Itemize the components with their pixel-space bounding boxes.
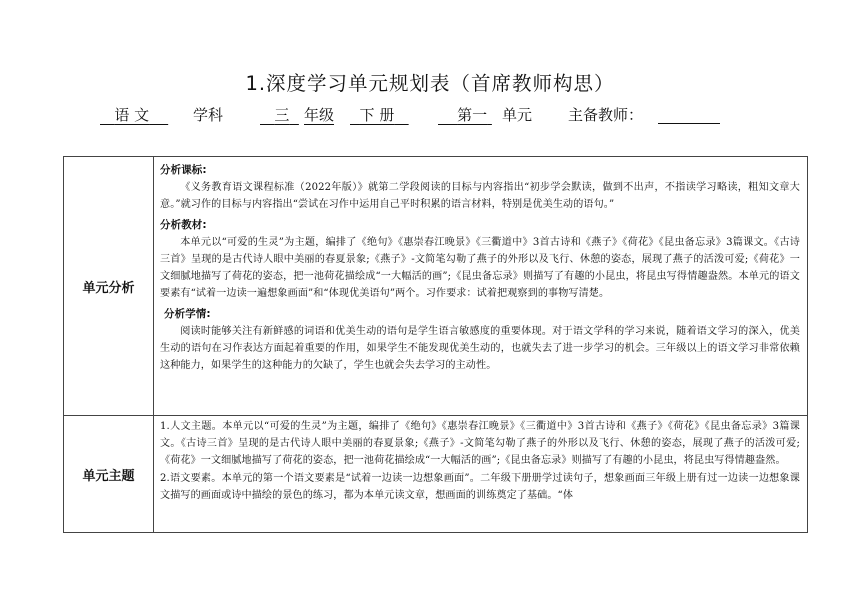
student-heading: 分析学情: — [164, 307, 211, 320]
unit-suffix: 单元 — [502, 106, 533, 124]
unit-theme-content — [154, 416, 808, 533]
teacher-blank — [658, 104, 720, 124]
subject-field — [100, 104, 190, 125]
subject-suffix: 学科 — [193, 106, 224, 124]
unit-analysis-content — [154, 157, 808, 416]
grade-field — [260, 104, 299, 125]
header-info-line — [100, 104, 740, 126]
grade-suffix: 年级 — [304, 106, 335, 124]
theme-item-language: 2.语文要素。本单元的第一个语文要素是“试着一边读一边想象画面”。二年级下册册学过读句子，想象画面三年级上册有过一边读一边想象课文描写的画面或诗中描绘的景色的练习，都为本单元读文章，想画面的训练奠定了基础。“体 — [160, 472, 800, 501]
unit-field — [438, 104, 492, 125]
grade-value: 三 — [274, 106, 290, 124]
textbook-heading: 分析教材: — [160, 218, 207, 231]
term-value: 下 册 — [359, 106, 395, 124]
term-field — [350, 104, 409, 125]
table-row — [64, 416, 808, 533]
unit-theme-label: 单元主题 — [64, 416, 154, 533]
unit-plan-table — [63, 156, 808, 533]
theme-item-humanistic: 1.人文主题。本单元以“可爱的生灵”为主题，编排了《绝句》《惠崇春江晚景》《三衢道中》3首古诗和《燕子》《荷花》《昆虫备忘录》3篇课文。《古诗三首》呈现的是古代诗人眼中美丽的春夏景象;《燕子》-文简笔勾勒了燕子的外形以及飞行、休憩的姿态，展现了燕子的活泼可爱;《荷花》一文细腻地描写了荷花的姿态，把一池荷花描绘成“一大幅活的画”;《昆虫备忘录》则描写了有趣的小昆虫，将昆虫写得情趣盎然。 — [160, 421, 800, 467]
teacher-label: 主备教师： — [568, 106, 644, 124]
table-row — [64, 157, 808, 416]
unit-analysis-label: 单元分析 — [64, 157, 154, 416]
document-title: 1.深度学习单元规划表（首席教师构思） — [245, 72, 615, 95]
unit-value: 第一 — [457, 106, 488, 124]
standard-heading: 分析课标: — [160, 164, 207, 176]
subject-value: 语 文 — [114, 106, 150, 124]
student-text: 阅读时能够关注有新鲜感的词语和优美生动的语句是学生语言敏感度的重要体现。对于语文学科的学习来说，随着语文学习的深入，优美生动的语句在习作表达方面起着重要的作用，如果学生不能发现优美生动的，也就失去了进一步学习的机会。三年级以上的语文学习非常依赖这种能力，如果学生的这种能力的欠缺了，学生也就会失去学习的主动性。 — [160, 325, 800, 372]
textbook-text: 本单元以“可爱的生灵”为主题，编排了《绝句》《惠崇春江晚景》《三衢道中》3首古诗和《燕子》《荷花》《昆虫备忘录》3篇课文。《古诗三首》呈现的是古代诗人眼中美丽的春夏景象;《燕子》-文简笔勾勒了燕子的外形以及飞行、休憩的姿态，展现了燕子的活泼可爱;《荷花》一文细腻地描写了荷花的姿态，把一池荷花描绘成“一大幅活的画”;《昆虫备忘录》则描写了有趣的小昆虫，将昆虫写得情趣盎然。本单元的语文要素有“试着一边读一遍想象画面”和“体现优美语句”两个。习作要求：试着把观察到的事物写清楚。 — [160, 236, 800, 300]
standard-text: 《义务教育语文课程标准（2022年版）》就第二学段阅读的目标与内容指出“初步学会默读，做到不出声，不指读学习略读，粗知文章大意。”就习作的目标与内容指出“尝试在习作中运用自己平时积累的语言材料，特别是优美生动的语句。” — [160, 182, 800, 211]
